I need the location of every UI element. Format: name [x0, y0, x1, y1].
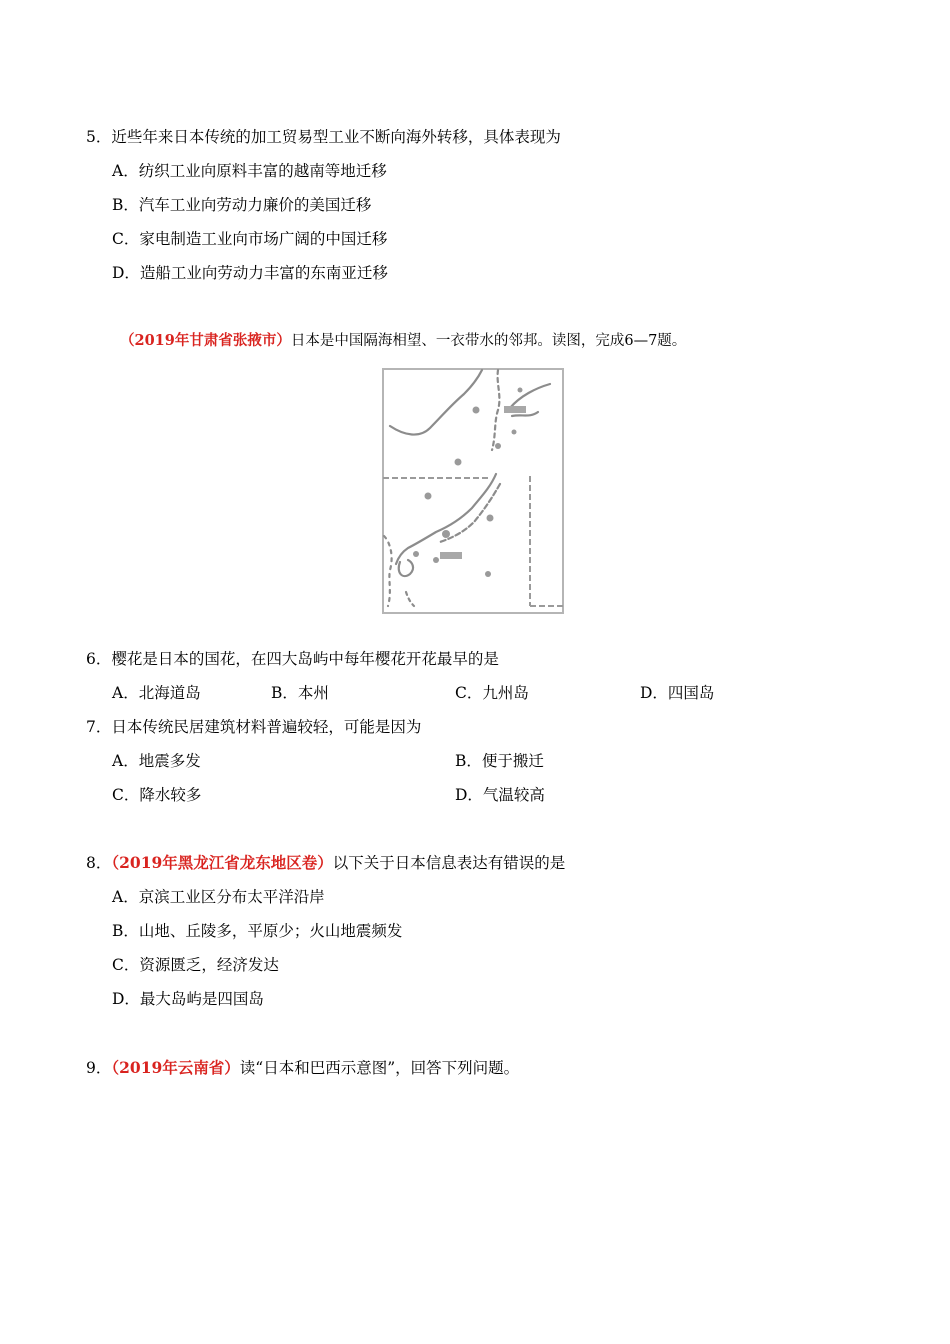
- q9-text: 读“日本和巴西示意图”，回答下列问题。: [239, 1059, 520, 1077]
- map-label-block-north: [504, 406, 526, 413]
- q5-stem: 5．近些年来日本传统的加工贸易型工业不断向海外转移，具体表现为: [86, 128, 561, 146]
- island-dot-2: [455, 459, 462, 466]
- q6-option-a: A．北海道岛: [112, 684, 201, 702]
- island-dot-5: [487, 515, 494, 522]
- intro-6-7-source: （2019年甘肃省张掖市）: [120, 332, 291, 349]
- intro-6-7-text: 日本是中国隔海相望、一衣带水的邻邦。读图，完成6—7题。: [290, 333, 687, 349]
- island-dot-3: [495, 443, 501, 449]
- q6-option-c: C．九州岛: [455, 684, 529, 702]
- island-dot-1: [473, 407, 480, 414]
- q7-option-c: C．降水较多: [112, 786, 202, 804]
- island-dot-8: [442, 530, 450, 538]
- q8-text: 以下关于日本信息表达有错误的是: [332, 854, 566, 872]
- japan-map-svg: [380, 366, 566, 616]
- q7-stem: 7．日本传统民居建筑材料普遍较轻，可能是因为: [86, 718, 422, 736]
- intro-6-7: [120, 331, 686, 351]
- island-dot-10: [518, 388, 523, 393]
- q8-option-a: A．京滨工业区分布太平洋沿岸: [112, 888, 325, 906]
- q6-option-d: D．四国岛: [640, 684, 715, 702]
- coastline-north: [390, 370, 482, 435]
- sakhalin-coast: [492, 370, 499, 450]
- island-dot-4: [425, 493, 432, 500]
- q5-option-c: C．家电制造工业向市场广阔的中国迁移: [112, 230, 388, 248]
- q7-option-b: B．便于搬迁: [455, 752, 544, 770]
- q9-source: （2019年云南省）: [111, 1058, 240, 1077]
- q5-option-a: A．纺织工业向原料丰富的越南等地迁移: [112, 162, 387, 180]
- ryukyu-islands: [406, 592, 414, 606]
- island-dot-11: [512, 430, 517, 435]
- q6-option-b: B．本州: [271, 684, 329, 702]
- island-dot-6: [433, 557, 439, 563]
- island-dot-7: [485, 571, 491, 577]
- q8-option-d: D．最大岛屿是四国岛: [112, 990, 264, 1008]
- q8-option-b: B．山地、丘陵多，平原少；火山地震频发: [112, 922, 403, 940]
- q8-number: 8．: [86, 854, 112, 872]
- q8-option-c: C．资源匮乏，经济发达: [112, 956, 279, 974]
- island-dot-9: [413, 551, 419, 557]
- q9-number: 9．: [86, 1059, 112, 1077]
- q7-option-a: A．地震多发: [112, 752, 201, 770]
- japan-map-figure: [380, 366, 566, 616]
- q7-option-d: D．气温较高: [455, 786, 545, 804]
- map-label-block-south: [440, 552, 462, 559]
- west-coast: [384, 536, 392, 606]
- q9-stem: [86, 1058, 519, 1078]
- honshu-coast: [396, 474, 496, 564]
- q8-stem: [86, 853, 565, 873]
- q6-stem: 6．樱花是日本的国花，在四大岛屿中每年樱花开花最早的是: [86, 650, 499, 668]
- q8-source: （2019年黑龙江省龙东地区卷）: [111, 853, 333, 872]
- q5-option-b: B．汽车工业向劳动力廉价的美国迁移: [112, 196, 372, 214]
- kyushu-coast: [399, 560, 413, 576]
- map-frame-outer: [383, 369, 563, 613]
- q5-option-d: D．造船工业向劳动力丰富的东南亚迁移: [112, 264, 388, 282]
